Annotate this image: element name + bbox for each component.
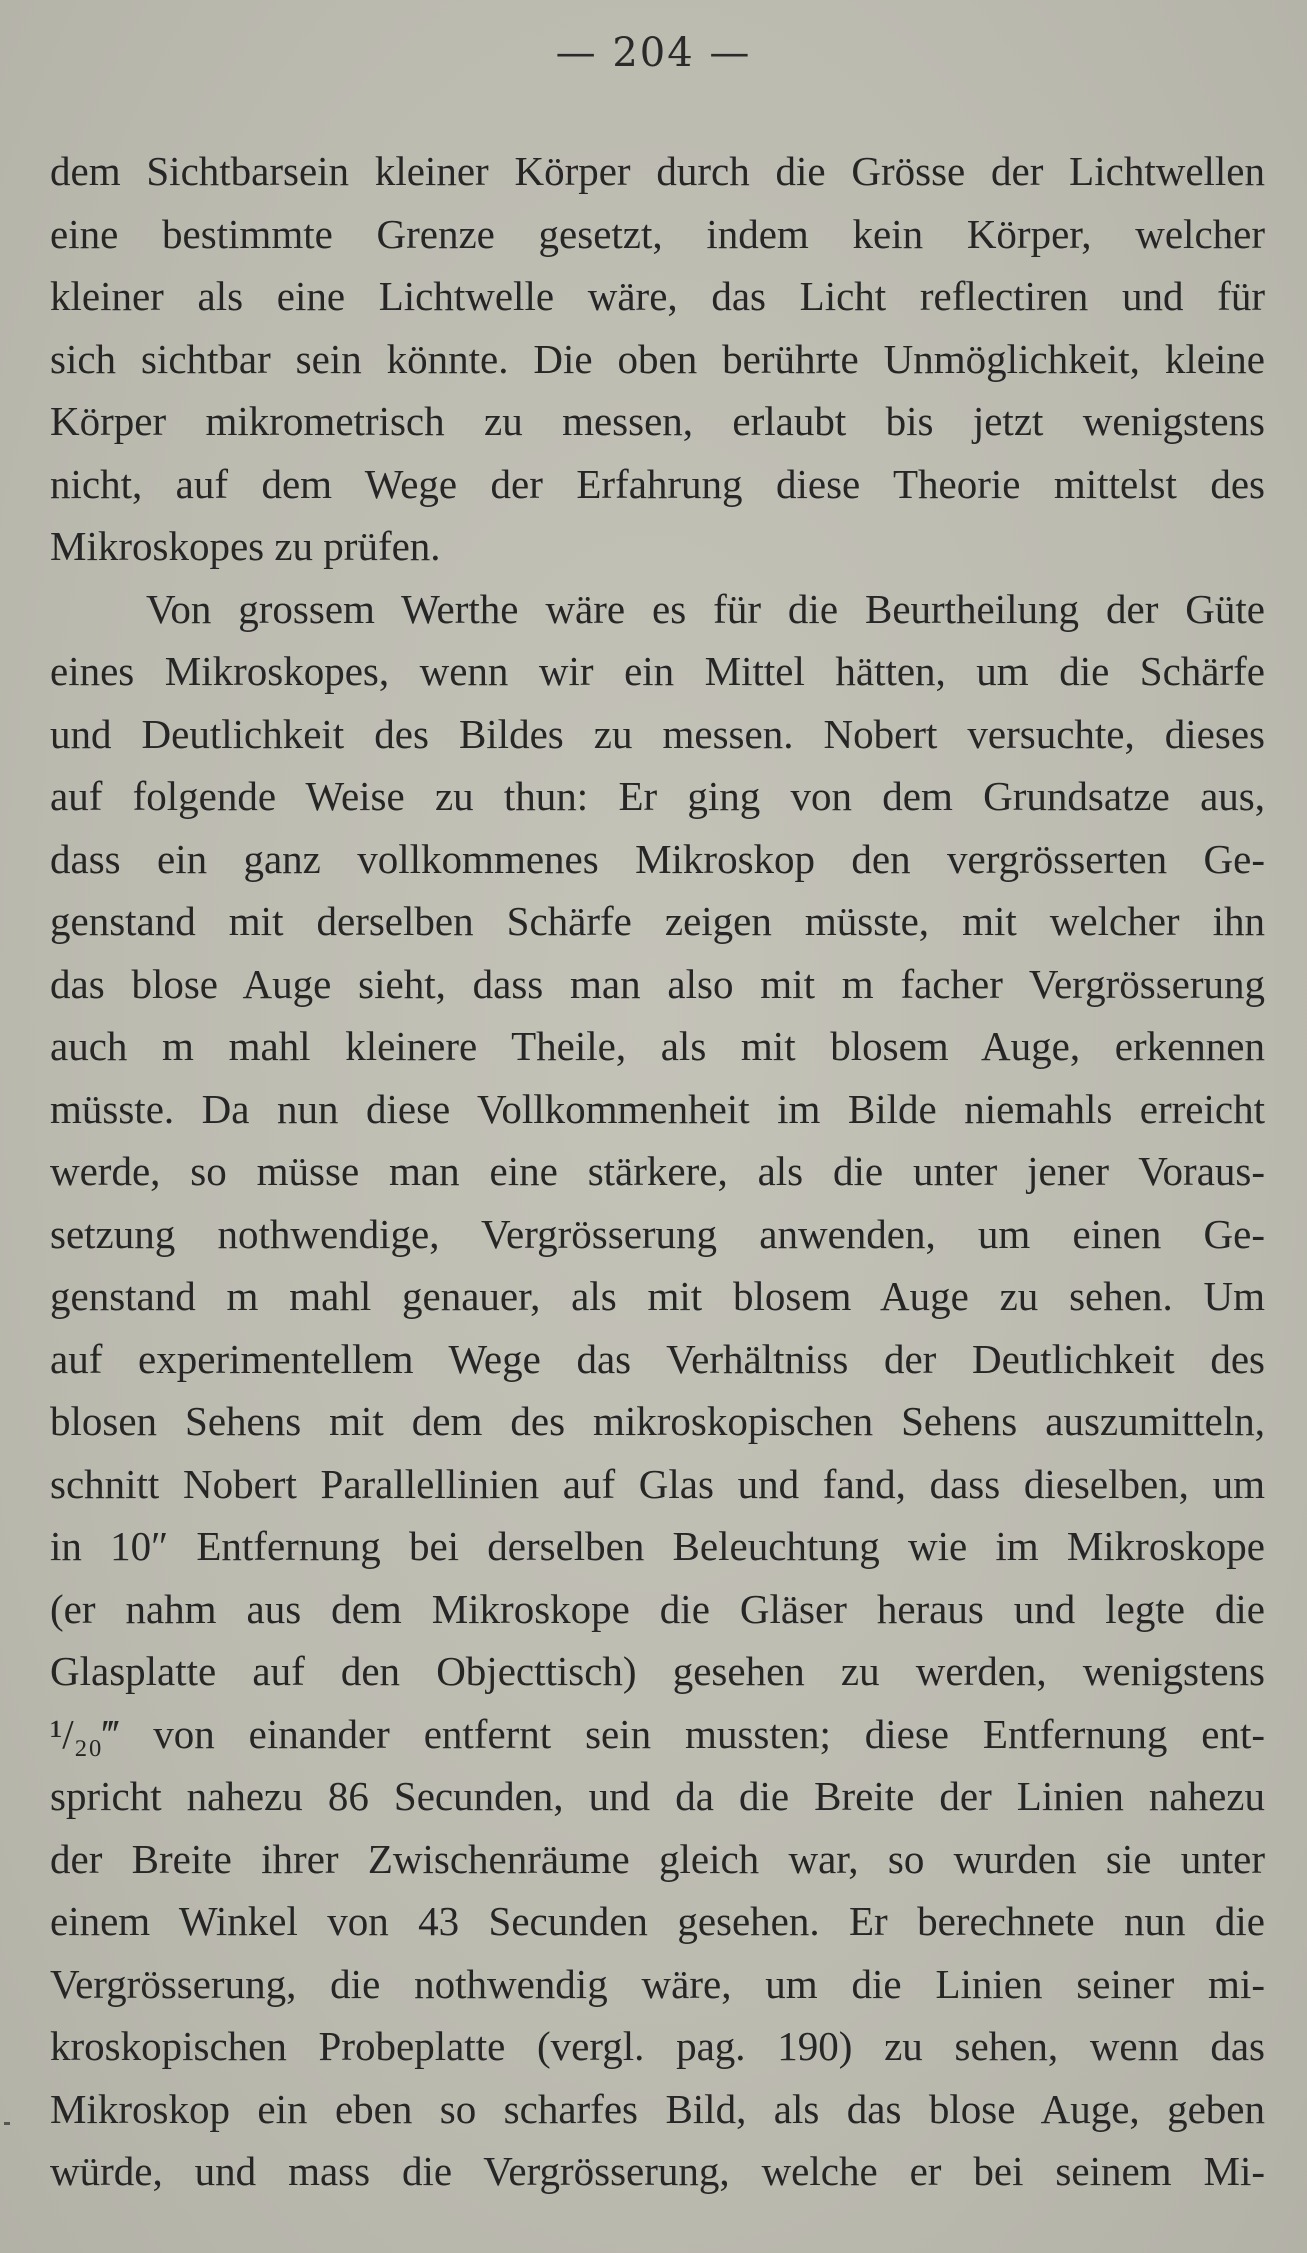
text-line: kleiner als eine Lichtwelle wäre, das Licht reflectiren und für [50, 273, 1265, 319]
text-line: spricht nahezu 86 Secunden, und da die Breite der Linien nahezu [50, 1773, 1265, 1819]
text-line: blosen Sehens mit dem des mikroskopischen Sehens auszumitteln, [50, 1398, 1265, 1444]
text-line: in 10″ Entfernung bei derselben Beleuchtung wie im Mikroskope [50, 1523, 1265, 1569]
text-line: genstand mit derselben Schärfe zeigen müsste, mit welcher ihn [50, 898, 1265, 944]
text-line: das blose Auge sieht, dass man also mit m facher Vergrösserung [50, 960, 1265, 1007]
text-line: eine bestimmte Grenze gesetzt, indem kein Körper, welcher [50, 210, 1265, 257]
margin-mark [4, 2122, 10, 2125]
text-line: Von grossem Werthe wäre es für die Beurtheilung der Güte [146, 585, 1265, 632]
text-line: Glasplatte auf den Objecttisch) gesehen zu werden, wenigstens [50, 1648, 1265, 1694]
text-line: kroskopischen Probeplatte (vergl. pag. 190) zu sehen, wenn das [50, 2023, 1265, 2069]
text-line: Körper mikrometrisch zu messen, erlaubt bis jetzt wenigstens [50, 398, 1265, 444]
text-line: sich sichtbar sein könnte. Die oben berührte Unmöglichkeit, kleine [50, 335, 1265, 382]
text-line: Mikroskopes zu prüfen. [50, 523, 441, 569]
text-line: auf experimentellem Wege das Verhältniss der Deutlichkeit des [50, 1335, 1265, 1382]
text-line: setzung nothwendige, Vergrösserung anwenden, um einen Ge- [50, 1210, 1265, 1257]
text-line: werde, so müsse man eine stärkere, als die unter jener Voraus- [50, 1148, 1265, 1194]
text-line: müsste. Da nun diese Vollkommenheit im Bilde niemahls erreicht [50, 1085, 1265, 1132]
text-line: dass ein ganz vollkommenes Mikroskop den vergrösserten Ge- [50, 835, 1265, 882]
text-line: einem Winkel von 43 Secunden gesehen. Er berechnete nun die [50, 1898, 1265, 1944]
text-line: Mikroskop ein eben so scharfes Bild, als das blose Auge, geben [50, 2085, 1265, 2132]
text-line: eines Mikroskopes, wenn wir ein Mittel hätten, um die Schärfe [50, 648, 1265, 694]
text-line: auch m mahl kleinere Theile, als mit blosem Auge, erkennen [50, 1023, 1265, 1069]
text-line: und Deutlichkeit des Bildes zu messen. Nobert versuchte, dieses [50, 710, 1265, 757]
text-line: nicht, auf dem Wege der Erfahrung diese Theorie mittelst des [50, 460, 1265, 507]
text-line: (er nahm aus dem Mikroskope die Gläser heraus und legte die [50, 1585, 1265, 1632]
text-line: würde, und mass die Vergrösserung, welche er bei seinem Mi- [50, 2148, 1265, 2194]
page-number-header: — 204 — [555, 30, 752, 76]
text-line: schnitt Nobert Parallellinien auf Glas und fand, dass dieselben, um [50, 1460, 1265, 1507]
text-line: dem Sichtbarsein kleiner Körper durch die Grösse der Lichtwellen [50, 148, 1265, 194]
text-line: auf folgende Weise zu thun: Er ging von dem Grundsatze aus, [50, 773, 1265, 819]
text-line: Vergrösserung, die nothwendig wäre, um die Linien seiner mi- [50, 1960, 1265, 2007]
page-body-text [50, 140, 1265, 2203]
text-line: der Breite ihrer Zwischenräume gleich war, so wurden sie unter [50, 1835, 1265, 1882]
text-line: genstand m mahl genauer, als mit blosem Auge zu sehen. Um [50, 1273, 1265, 1319]
text-line: ¹/₂₀‴ von einander entfernt sein mussten; diese Entfernung ent- [50, 1710, 1265, 1757]
